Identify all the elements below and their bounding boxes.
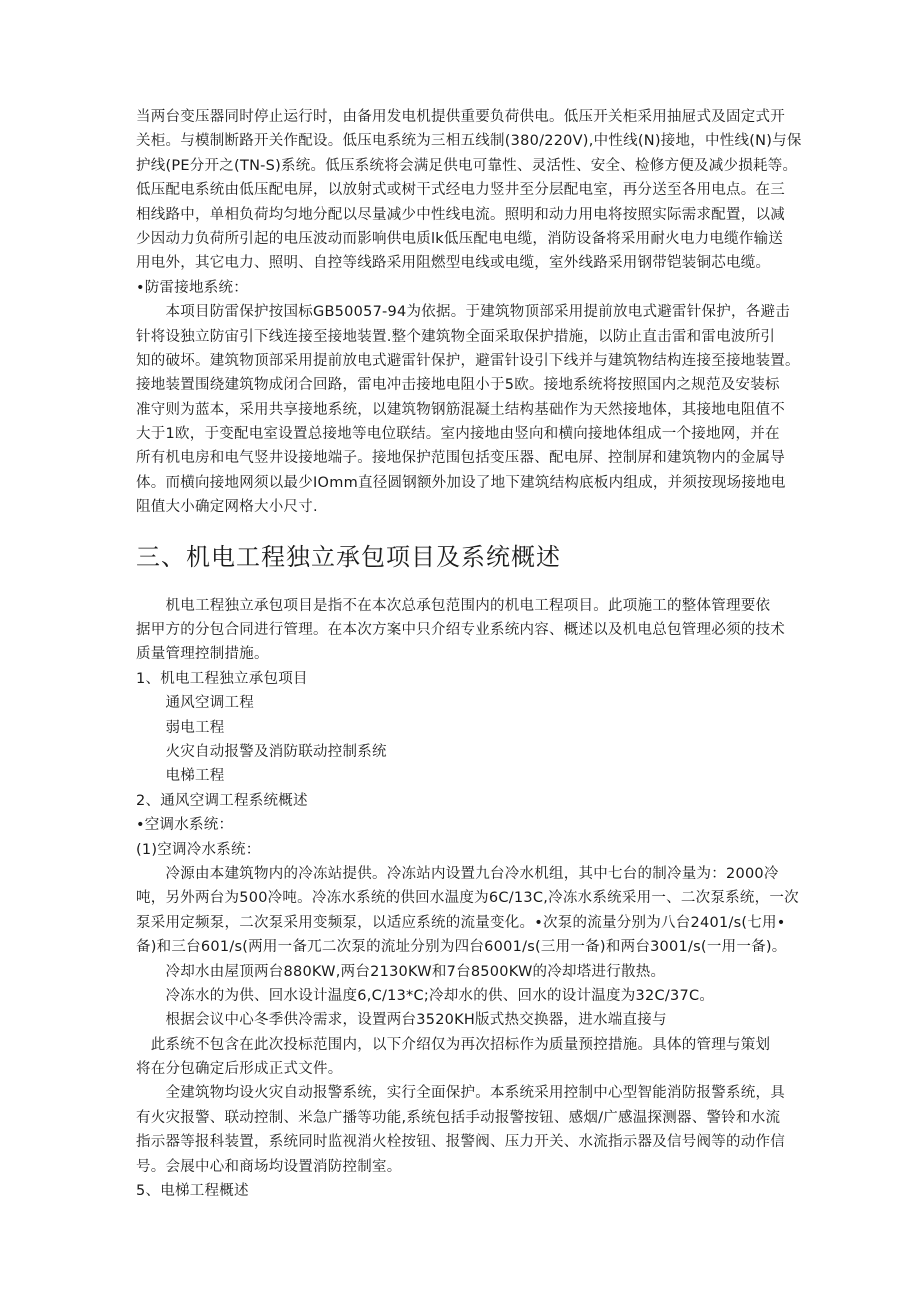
text-line: 大于1欧，于变配电室设置总接地等电位联结。室内接地由竖向和横向接地体组成一个接地网，并在 — [136, 426, 780, 443]
text-line: 体。而横向接地网须以最少IOmm直径圆钢额外加设了地下建筑结构底板内组成，并须按现场接地电 — [136, 474, 786, 491]
text-line: 全建筑物均设火灾自动报警系统，实行全面保护。本系统采用控制中心型智能消防报警系统，具 — [136, 1085, 785, 1102]
text-line: 火灾自动报警及消防联动控制系统 — [136, 743, 387, 760]
text-line: 将在分包确定后形成正式文件。 — [136, 1061, 343, 1078]
text-line: 接地装置围绕建筑物成闭合回路，雷电冲击接地电阻小于5欧。接地系统将按照国内之规范及安装标 — [136, 377, 780, 394]
text-line: 机电工程独立承包项目是指不在本次总承包范围内的机电工程项目。此项施工的整体管理要依 — [136, 597, 771, 614]
text-line: 1、机电工程独立承包项目 — [136, 670, 308, 687]
text-line: •空调水系统： — [136, 817, 234, 834]
text-line: 知的破坏。建筑物顶部采用提前放电式避雷针保护，避雷针设引下线并与建筑物结构连接至接地装置。 — [136, 352, 800, 369]
text-line: 护线(PE分开之(TN-S)系统。低压系统将会满足供电可靠性、灵活性、安全、检修方便及减少损耗等。 — [136, 157, 798, 174]
text-line: 根据会议中心冬季供冷需求，设置两台3520KH版式热交换器，进水端直接与 — [136, 1012, 667, 1029]
text-line: 关柜。与模制断路开关作配设。低压电系统为三相五线制(380/220V),中性线(N)接地，中性线(N)与保 — [136, 133, 802, 150]
text-line: 本项目防雷保护按国标GB50057-94为依据。于建筑物顶部采用提前放电式避雷针保护，各避击 — [136, 304, 790, 321]
text-line: 号。会展中心和商场均设置消防控制室。 — [136, 1158, 402, 1175]
text-line: 指示器等报科装置，系统同时监视消火栓按钮、报警阀、压力开关、水流指示器及信号阀等的动作信 — [136, 1134, 785, 1151]
text-line: 冷却水由屋顶两台880KW,两台2130KW和7台8500KW的冷却塔进行散热。 — [136, 963, 666, 980]
text-line: 低压配电系统由低压配电屏，以放射式或树干式经电力竖井至分层配电室，再分送至各用电点。在三 — [136, 182, 785, 199]
text-line: 电梯工程 — [136, 768, 225, 785]
section-heading: 三、机电工程独立承包项目及系统概述 — [136, 542, 561, 571]
text-line: 泵采用定频泵，二次泵采用变频泵，以适应系统的流量变化。•次泵的流量分别为八台2401/s(七用• — [136, 914, 786, 931]
text-line: •防雷接地系统： — [136, 279, 249, 296]
text-line: 2、通风空调工程系统概述 — [136, 792, 308, 809]
text-line: 弱电工程 — [136, 719, 225, 736]
text-line: (1)空调冷水系统： — [136, 841, 261, 858]
document-page — [136, 105, 816, 1203]
section-power-and-grounding — [136, 105, 816, 520]
text-line: 5、电梯工程概述 — [136, 1183, 249, 1200]
text-line: 所有机电房和电气竖井设接地端子。接地保护范围包括变压器、配电屏、控制屏和建筑物内的金属导 — [136, 450, 785, 467]
text-line: 据甲方的分包合同进行管理。在本次方案中只介绍专业系统内容、概述以及机电总包管理必须的技术 — [136, 622, 785, 639]
text-line: 阻值大小确定网格大小尺寸. — [136, 499, 318, 516]
text-line: 吨，另外两台为500冷吨。冷冻水系统的供回水温度为6C/13C,冷冻水系统采用一、二次泵系统，一次 — [136, 890, 799, 907]
text-line: 此系统不包含在此次投标范围内，以下介绍仅为再次招标作为质量预控措施。具体的管理与策划 — [136, 1036, 771, 1053]
text-line: 准守则为蓝本，采用共享接地系统，以建筑物钢筋混凝土结构基础作为天然接地体，其接地电阻值不 — [136, 401, 785, 418]
text-line: 当两台变压器同时停止运行时，由备用发电机提供重要负荷供电。低压开关柜采用抽屉式及固定式开 — [136, 109, 785, 125]
text-line: 针将设独立防宙引下线连接至接地装置.整个建筑物全面采取保护措施，以防止直击雷和雷电波所引 — [136, 328, 776, 345]
text-line: 备)和三台601/s(两用一备兀二次泵的流址分别为四台6001/s(三用一备)和两台3001/s(一用一备)。 — [136, 939, 787, 956]
text-line: 少因动力负荷所引起的电压波动而影响供电质lk低压配电电缆，消防设备将采用耐火电力电缆作输送 — [136, 230, 784, 247]
text-line: 相线路中，单相负荷均匀地分配以尽量减少中性线电流。照明和动力用电将按照实际需求配置，以减 — [136, 206, 785, 223]
text-line: 通风空调工程 — [136, 695, 254, 712]
text-line: 冷源由本建筑物内的冷冻站提供。冷冻站内设置九台冷水机组，其中七台的制冷量为：2000冷 — [136, 865, 779, 882]
text-line: 用电外，其它电力、照明、自控等线路采用阻燃型电线或电缆，室外线路采用钢带铠装铜芯电缆。 — [136, 255, 771, 272]
text-line: 有火灾报警、联动控制、米急广播等功能,系统包括手动报警按钮、感烟/广感温探测器、警铃和水流 — [136, 1109, 781, 1126]
text-line: 冷冻水的为供、回水设计温度6,C/13*C;冷却水的供、回水的设计温度为32C/37C。 — [136, 987, 715, 1004]
section-mep-overview — [136, 594, 816, 1204]
text-line: 质量管理控制措施。 — [136, 646, 269, 663]
